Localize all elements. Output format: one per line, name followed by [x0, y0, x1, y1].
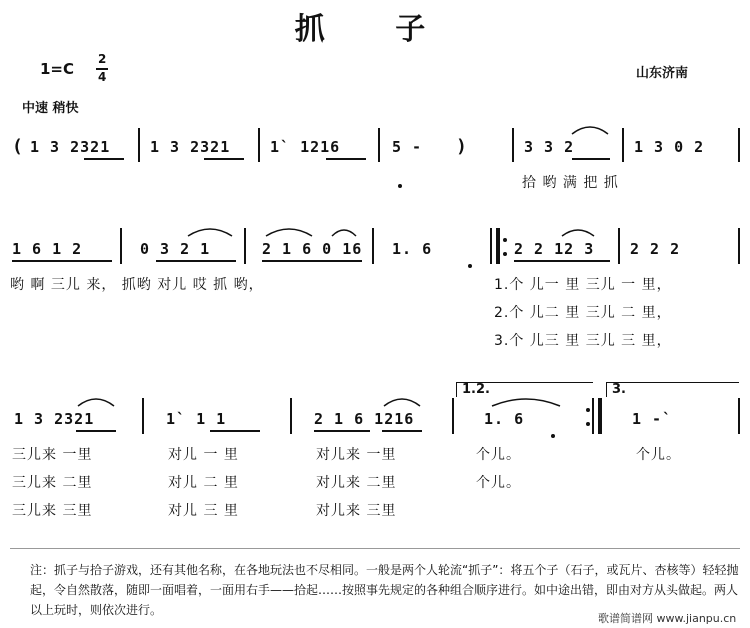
barline [592, 398, 594, 434]
measure: 1 3 2321 [30, 138, 111, 156]
lyric: 个儿。 [476, 475, 521, 491]
slur [330, 226, 358, 238]
meter-denominator: 4 [98, 70, 107, 84]
tempo-marking: 中速 稍快 [22, 101, 79, 116]
barline [372, 228, 374, 264]
beam-underline [382, 430, 422, 432]
low-octave-dot [551, 434, 555, 438]
watermark: 歌谱简谱网 www.jianpu.cn [598, 612, 737, 625]
lyric: 三儿来 一里 [12, 447, 93, 463]
barline [142, 398, 144, 434]
region-label: 山东济南 [636, 66, 689, 81]
lyric: 对儿 二 里 [168, 475, 239, 491]
barline [290, 398, 292, 434]
measure: 2 2 2 [630, 240, 681, 258]
repeat-dot [586, 408, 590, 412]
measure: 1 3 2321 [150, 138, 231, 156]
low-octave-dot [468, 264, 472, 268]
beam-underline [156, 260, 236, 262]
measure: 5 - [392, 138, 423, 156]
paren-open: ( [12, 136, 24, 157]
measure: 0 3 2 1 [140, 240, 211, 258]
verse-1: 1.个 儿一 里 三儿 一 里， [494, 277, 672, 293]
beam-underline [210, 430, 260, 432]
barline [738, 228, 740, 264]
beam-underline [204, 158, 244, 160]
barline [138, 128, 140, 162]
meter-numerator: 2 [98, 52, 107, 66]
barline [244, 228, 246, 264]
barline [120, 228, 122, 264]
measure: 1 3 2321 [14, 410, 95, 428]
lyric: 对儿来 二里 [316, 475, 397, 491]
measure: 2 1 6 1216 [314, 410, 415, 428]
slur [186, 226, 234, 238]
measure: 1` 1 1 [166, 410, 227, 428]
lyric: 对儿 一 里 [168, 447, 239, 463]
measure: 3 3 2 [524, 138, 575, 156]
beam-underline [84, 158, 124, 160]
slur [570, 124, 610, 136]
slur [560, 226, 596, 238]
measure: 1 -` [632, 410, 673, 428]
slur [490, 396, 562, 408]
verse-2: 2.个 儿二 里 三儿 二 里， [494, 305, 672, 321]
beam-underline [314, 430, 370, 432]
key-signature: 1=C [40, 60, 75, 78]
paren-close: ) [456, 136, 468, 157]
lyrics-row-1: 拾 哟 满 把 抓 [522, 175, 619, 191]
slur [382, 396, 422, 408]
beam-underline [12, 260, 112, 262]
slur [76, 396, 116, 408]
volta-label-1: 1.2. [462, 382, 490, 397]
repeat-start-thick [496, 228, 500, 264]
barline [452, 398, 454, 434]
beam-underline [514, 260, 610, 262]
lyric: 三儿来 二里 [12, 475, 93, 491]
measure: 1 3 0 2 [634, 138, 705, 156]
beam-underline [326, 158, 366, 160]
footnote: 注：抓子与拾子游戏，还有其他名称，在各地玩法也不尽相同。一般是两个人轮流“抓子”：将五个子（石子，或瓦片、杏核等）轻轻抛起，令自然散落，随即一面唱着，一面用右手——拾起……按照事先规定的各种组合顺序进行。如中途出错，即由对方从头做起。两人以上玩时，则依次进行。 [30, 563, 739, 617]
lyric: 个儿。 [476, 447, 521, 463]
measure: 2 2 12 3 [514, 240, 595, 258]
divider [10, 548, 740, 549]
barline [378, 128, 380, 162]
measure: 1` 1216 [270, 138, 341, 156]
beam-underline [76, 430, 116, 432]
measure: 2 1 6 0 16 [262, 240, 363, 258]
repeat-dot [586, 422, 590, 426]
barline [738, 128, 740, 162]
lyric: 三儿来 三里 [12, 503, 93, 519]
slur [264, 226, 314, 238]
barline [618, 228, 620, 264]
volta-label-2: 3. [612, 382, 626, 397]
barline [258, 128, 260, 162]
verse-3: 3.个 儿三 里 三儿 三 里， [494, 333, 672, 349]
measure: 1. 6 [392, 240, 433, 258]
low-octave-dot [398, 184, 402, 188]
lyric: 对儿 三 里 [168, 503, 239, 519]
repeat-dot [503, 252, 507, 256]
lyrics-row-2: 哟 啊 三儿 来， 抓哟 对儿 哎 抓 哟， [10, 277, 264, 293]
measure: 1. 6 [484, 410, 525, 428]
repeat-end-thick [598, 398, 602, 434]
measure: 1 6 1 2 [12, 240, 83, 258]
beam-underline [262, 260, 362, 262]
barline [622, 128, 624, 162]
barline [512, 128, 514, 162]
beam-underline [572, 158, 610, 160]
repeat-dot [503, 238, 507, 242]
song-title: 抓 子 [294, 12, 456, 47]
lyric: 对儿来 一里 [316, 447, 397, 463]
lyric: 个儿。 [636, 447, 681, 463]
lyric: 对儿来 三里 [316, 503, 397, 519]
final-barline [738, 398, 740, 434]
repeat-start-barline [490, 228, 492, 264]
